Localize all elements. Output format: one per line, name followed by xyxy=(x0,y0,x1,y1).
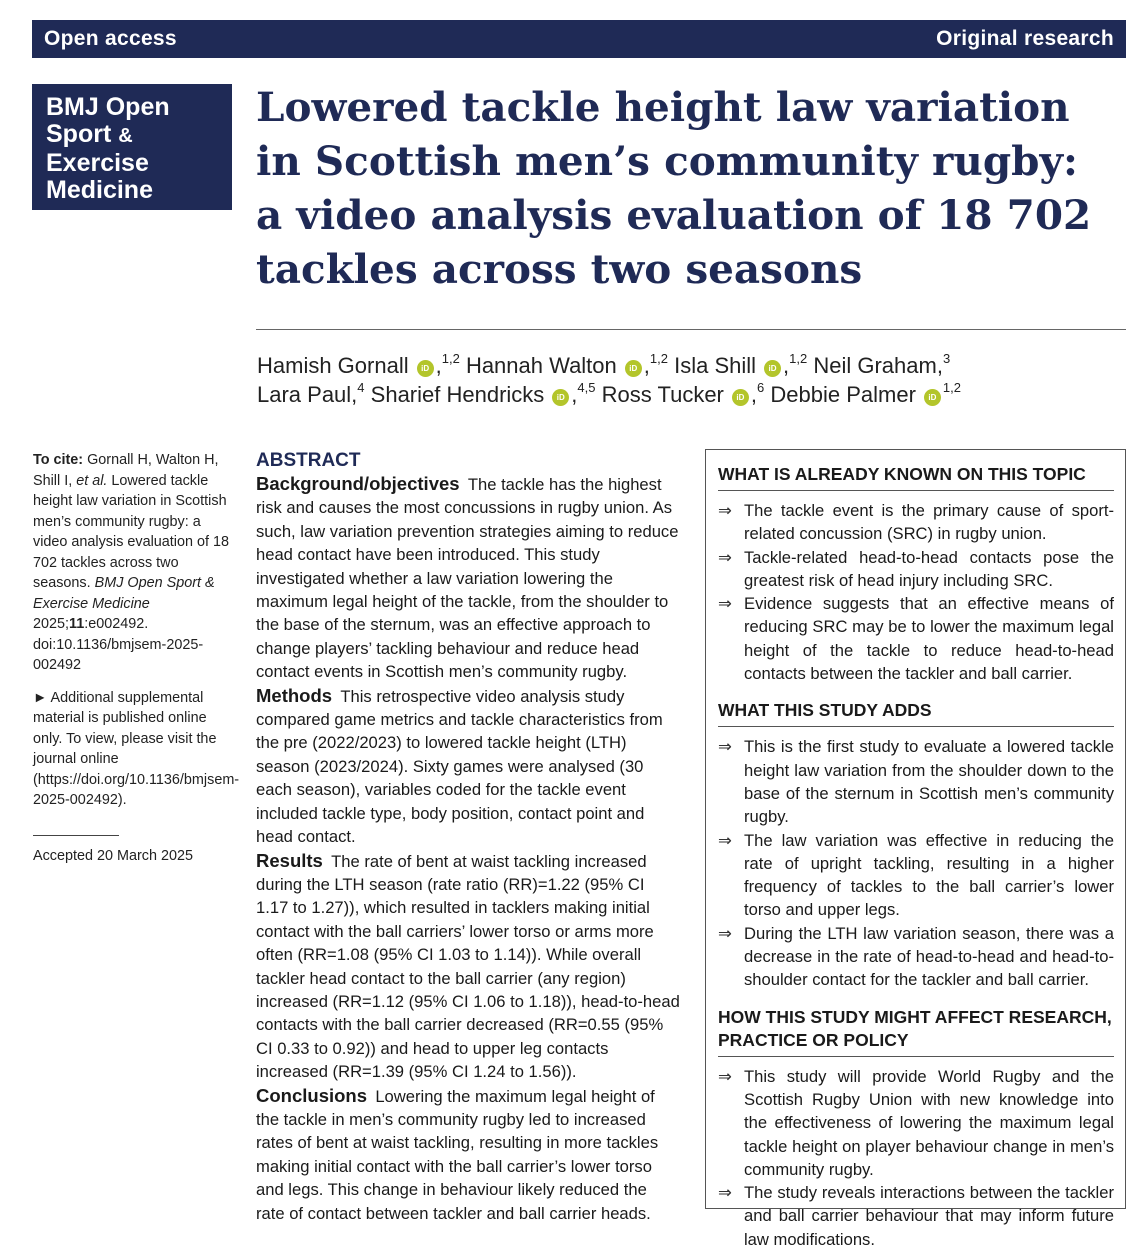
double-arrow-icon: ⇒ xyxy=(718,923,732,943)
key-message-item: ⇒ Evidence suggests that an effective means of reducing SRC may be to lower the maximum legal height of the tackle to reduce head-to-head contacts between the tackler and ball carrier. xyxy=(718,594,1114,684)
orcid-icon[interactable]: iD xyxy=(625,360,642,377)
key-message-section xyxy=(718,699,1114,991)
logo-line-3: Exercise xyxy=(46,149,149,177)
author-name[interactable]: Isla Shill iD ,$^{1,2}$ xyxy=(674,351,808,378)
key-message-item: ⇒ This is the first study to evaluate a lowered tackle height law variation from the shoulder down to the base of the sternum in Scottish men’s community rugby. xyxy=(718,737,1114,827)
key-message-item: ⇒ The study reveals interactions between the tackler and ball carrier behaviour that may inform future law modifications. xyxy=(718,1183,1114,1249)
abstract-section xyxy=(256,684,680,849)
top-banner xyxy=(32,20,1126,58)
affiliation-marker: 1,2 xyxy=(441,351,460,366)
orcid-icon[interactable]: iD xyxy=(552,389,569,406)
key-message-item: ⇒ The law variation was effective in reducing the rate of upright tackling, resulting in a higher frequency of tackles to the ball carrier’s lower torso and upper legs. xyxy=(718,830,1114,920)
logo-line-1: BMJ Open xyxy=(46,93,170,121)
abstract-heading: ABSTRACT xyxy=(256,450,361,471)
affiliation-marker: 1,2 xyxy=(942,380,961,395)
key-message-item: ⇒ Tackle-related head-to-head contacts pose the greatest risk of head injury including SRC. xyxy=(718,547,1114,590)
key-message-section xyxy=(718,463,1114,685)
affiliation-marker: 1,2 xyxy=(789,351,808,366)
key-messages-box xyxy=(705,449,1126,1249)
key-message-section xyxy=(718,1006,1114,1251)
title-divider xyxy=(256,329,1126,330)
double-arrow-icon: ⇒ xyxy=(718,1066,732,1086)
abstract-section-text: This retrospective video analysis study compared game metrics and tackle characteristics from the pre (2022/2023) to lowered tackle height (LTH) season (2023/2024). Sixty games were analysed (30 each season), variables coded for the tackle event included tackle type, body position, contact point and head contact. xyxy=(256,686,663,847)
double-arrow-icon: ⇒ xyxy=(718,501,732,520)
affiliation-marker: 3 xyxy=(942,351,951,366)
logo-line-2: Sport & xyxy=(46,120,133,148)
abstract-section-heading: Background/objectives xyxy=(256,473,460,494)
arrow-icon: ► xyxy=(33,689,48,706)
author-name[interactable]: Debbie Palmer iD$^{1,2}$ xyxy=(770,380,961,407)
abstract-section-heading: Methods xyxy=(256,684,333,706)
supplemental-note: ► Additional supplemental material is published online only. To view, please visit the journal online (https://doi.org/10.1136/bmjsem-2025-002492). xyxy=(33,689,240,808)
abstract-section xyxy=(256,849,680,1084)
key-message-heading: WHAT IS ALREADY KNOWN ON THIS TOPIC xyxy=(718,463,1114,491)
orcid-icon[interactable]: iD xyxy=(417,360,434,377)
abstract-section xyxy=(256,472,680,684)
key-message-item: ⇒ The tackle event is the primary cause of sport-related concussion (SRC) in rugby union. xyxy=(718,501,1114,544)
citation-block: To cite: Gornall H, Walton H, Shill I, et al. Lowered tackle height law variation in Scottish men’s community rugby: a video analysis evaluation of 18 702 tackles across two seasons. BMJ Open Sport & Exercise Medicine 2025;11:e002492. doi:10.1136/bmjsem-2025-002492 xyxy=(33,452,230,673)
orcid-icon[interactable]: iD xyxy=(732,389,749,406)
abstract-section-text: The rate of bent at waist tackling increased during the LTH season (rate ratio (RR)=1.22 (95% CI 1.17 to 1.27)), which resulted in tacklers making initial contact with the ball carriers’ lower torso or arms more often (RR=1.08 (95% CI 1.03 to 1.14)). While overall tackler head contact to the ball carrier (any region) increased (RR=1.12 (95% CI 1.06 to 1.18)), head-to-head contacts with the ball carrier decreased (RR=0.55 (95% CI 0.33 to 0.92)) and head to upper leg contacts increased (RR=1.39 (95% CI 1.24 to 1.56)). xyxy=(256,851,680,1082)
double-arrow-icon: ⇒ xyxy=(718,547,732,567)
author-name[interactable]: Neil Graham,$^3$ xyxy=(813,351,951,378)
orcid-icon[interactable]: iD xyxy=(924,389,941,406)
abstract-section-text: Lowering the maximum legal height of the tackle in men’s community rugby led to increased rates of bent at waist tackling, resulting in more tackles making initial contact with the ball carrier’s lower torso and legs. This change in behaviour likely reduced the rate of contact between tackler and ball carrier heads. xyxy=(256,1086,659,1223)
affiliation-marker: 1,2 xyxy=(649,351,668,366)
author-name[interactable]: Hannah Walton iD ,$^{1,2}$ xyxy=(465,351,668,378)
affiliation-marker: 4 xyxy=(357,380,365,395)
sidebar-divider xyxy=(33,835,119,836)
article-title: Lowered tackle height law variation in Scottish men’s community rugby: a video analysis evaluation of 18 702 tackles across two seasons xyxy=(256,83,1092,293)
abstract xyxy=(256,450,680,1225)
abstract-section-heading: Conclusions xyxy=(256,1084,368,1106)
double-arrow-icon: ⇒ xyxy=(718,830,732,850)
key-message-heading: WHAT THIS STUDY ADDS xyxy=(718,699,1114,727)
author-name[interactable]: Sharief Hendricks iD ,$^{4,5}$ xyxy=(370,380,596,407)
affiliation-marker: 6 xyxy=(757,380,765,395)
double-arrow-icon: ⇒ xyxy=(718,1183,732,1203)
article-type-label: Original research xyxy=(936,27,1114,50)
abstract-section xyxy=(256,1084,680,1225)
abstract-section-text: The tackle has the highest risk and causes the most concussions in rugby union. As such, law variation prevention strategies aiming to reduce head contact have been introduced. This study investigated whether a law variation lowering the maximum legal height of the tackle, from the shoulder to the base of the sternum, was an effective approach to change players’ tackling behaviour and reduce head contact events in Scottish men’s community rugby. xyxy=(256,475,679,682)
author-list xyxy=(257,351,1117,409)
double-arrow-icon: ⇒ xyxy=(718,594,732,614)
journal-logo xyxy=(32,84,232,210)
key-message-heading: HOW THIS STUDY MIGHT AFFECT RESEARCH, PRACTICE OR POLICY xyxy=(718,1006,1114,1057)
key-message-item: ⇒ This study will provide World Rugby and the Scottish Rugby Union with new knowledge into the effectiveness of lowering the maximum legal tackle height on player behaviour change in men’s community rugby. xyxy=(718,1066,1114,1179)
double-arrow-icon: ⇒ xyxy=(718,737,732,757)
logo-line-4: Medicine xyxy=(46,176,153,204)
abstract-section-heading: Results xyxy=(256,849,323,871)
orcid-icon[interactable]: iD xyxy=(764,360,781,377)
open-access-label: Open access xyxy=(44,27,177,50)
accepted-date: Accepted 20 March 2025 xyxy=(33,847,193,864)
affiliation-marker: 4,5 xyxy=(577,380,596,395)
author-name[interactable]: Lara Paul,$^4$ xyxy=(257,380,365,407)
citation-sidebar xyxy=(33,450,240,866)
author-name[interactable]: Hamish Gornall iD ,$^{1,2}$ xyxy=(257,351,460,378)
key-message-item: ⇒ During the LTH law variation season, there was a decrease in the rate of head-to-head and head-to-shoulder contact for the tackler and ball carrier. xyxy=(718,923,1114,990)
author-name[interactable]: Ross Tucker iD ,$^6$ xyxy=(601,380,765,407)
